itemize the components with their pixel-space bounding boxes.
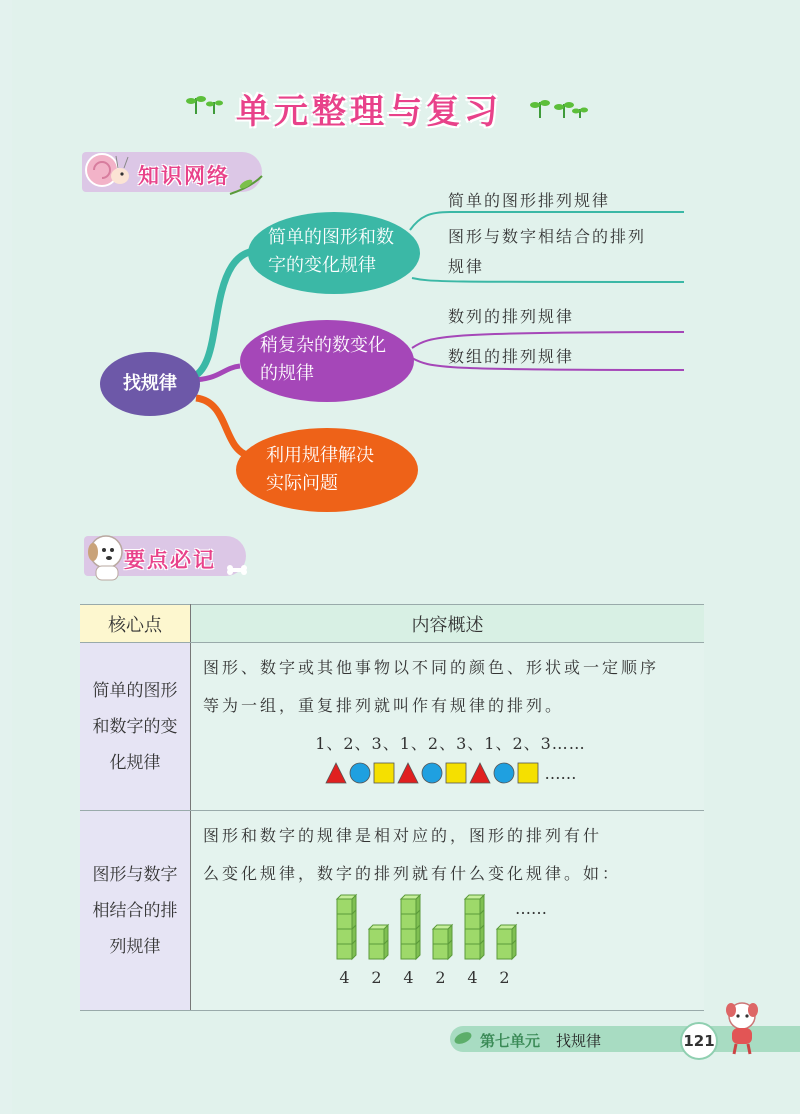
cube (465, 895, 484, 914)
triangle-shape (397, 762, 419, 784)
point-line: 列规律 (109, 936, 161, 957)
cube (401, 895, 420, 914)
bone-icon (226, 560, 248, 580)
page-title: 单元整理与复习 (236, 92, 502, 132)
mindmap-root (100, 352, 200, 416)
square-shape (373, 762, 395, 784)
mindmap-branch-apply (236, 428, 418, 512)
table-cell-content (191, 643, 705, 811)
stack-count-label: 2 (435, 968, 446, 987)
stack-count-label: 2 (499, 968, 510, 987)
point-line: 相结合的排 (92, 900, 178, 921)
leaf-icon (452, 1028, 474, 1048)
shape-sequence (203, 758, 698, 788)
mindmap-leaf: 图形与数字相结合的排列 (448, 227, 647, 246)
sprout-icon (186, 92, 226, 116)
cube-stacks (203, 893, 698, 989)
content-line: 么变化规律，数字的排列就有什么变化规律。如： (203, 864, 622, 883)
mindmap-branch-simple (248, 212, 420, 294)
cube-stacks-svg (333, 893, 593, 989)
table-header-cell: 核心点 (80, 605, 191, 643)
content-line: 图形和数字的规律是相对应的，图形的排列有什 (203, 826, 603, 845)
stack-count-label: 2 (371, 968, 382, 987)
stack-ellipsis: …… (515, 899, 547, 918)
content-line: 等为一组，重复排列就叫作有规律的排列。 (203, 696, 565, 715)
table-row (80, 643, 704, 811)
section-title-network: 知识网络 (138, 164, 230, 188)
mindmap-leaf: 数组的排列规律 (448, 347, 575, 366)
table-header-cell: 内容概述 (191, 605, 705, 643)
point-line: 和数字的变 (92, 716, 178, 737)
table-row (80, 811, 704, 1011)
page-number: 121 (680, 1022, 718, 1060)
branch-label-line: 稍复杂的数变化 (260, 335, 386, 356)
branch-label-line: 实际问题 (266, 473, 338, 494)
keypoints-table (80, 604, 704, 1011)
mindmap-branch-complex (240, 320, 414, 402)
shape-ellipsis: …… (544, 763, 577, 783)
circle-shape (421, 762, 443, 784)
mindmap-leaf: 规律 (448, 257, 485, 276)
footer-unit: 第七单元 (480, 1032, 541, 1050)
stack-count-label: 4 (467, 968, 478, 987)
cube (337, 895, 356, 914)
triangle-shape (325, 762, 347, 784)
point-line: 图形与数字 (92, 864, 178, 885)
footer-topic: 找规律 (556, 1032, 602, 1050)
cube (433, 925, 452, 944)
table-cell-content (191, 811, 705, 1011)
square-shape (517, 762, 539, 784)
table-cell-point (80, 643, 191, 811)
mindmap-leaf: 简单的图形排列规律 (448, 191, 611, 210)
branch-label-line: 简单的图形和数 (268, 227, 394, 248)
table-header-row (80, 605, 704, 643)
stack-count-label: 4 (403, 968, 414, 987)
cube (369, 925, 388, 944)
content-line: 图形、数字或其他事物以不同的颜色、形状或一定顺序 (203, 658, 660, 677)
mindmap-leaf: 数列的排列规律 (448, 307, 575, 326)
point-line: 化规律 (109, 752, 161, 773)
number-sequence: 1、2、3、1、2、3、1、2、3…… (315, 734, 586, 753)
stack-count-label: 4 (339, 968, 350, 987)
mascot-icon (720, 996, 766, 1056)
section-title-keypoints: 要点必记 (124, 548, 216, 572)
branch-label-line: 的规律 (260, 363, 314, 384)
square-shape (445, 762, 467, 784)
branch-label-line: 字的变化规律 (268, 255, 376, 276)
cube (497, 925, 516, 944)
branch-label-line: 利用规律解决 (266, 445, 374, 466)
table-cell-point (80, 811, 191, 1011)
circle-shape (493, 762, 515, 784)
sprout-icon (530, 96, 590, 120)
point-line: 简单的图形 (92, 680, 178, 701)
circle-shape (349, 762, 371, 784)
triangle-shape (469, 762, 491, 784)
mindmap-root-label: 找规律 (123, 373, 177, 394)
